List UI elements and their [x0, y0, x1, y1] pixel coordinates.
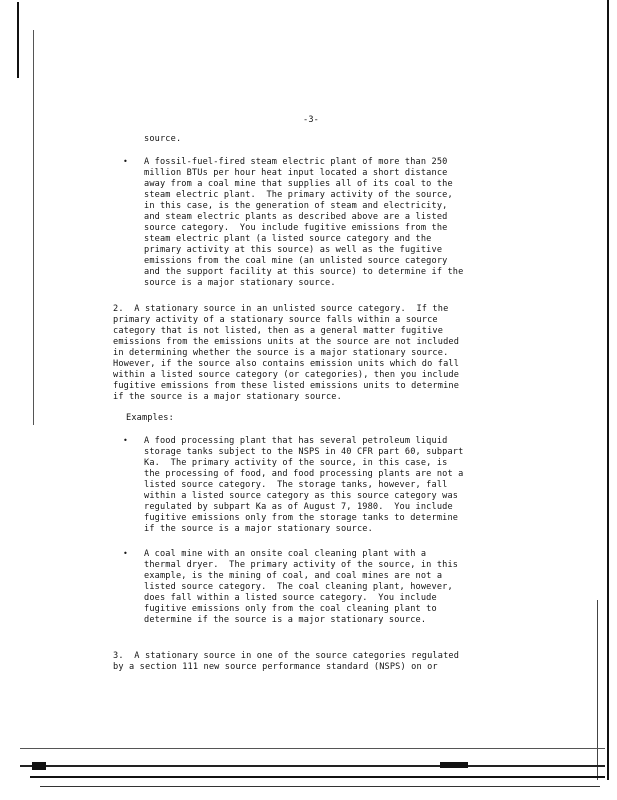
bottom-scan-line-1 [20, 748, 605, 749]
bullet-b1-line-5: listed source category. The storage tanks, however, fall [144, 480, 448, 490]
bullet-a1-line-4: steam electric plant. The primary activity of the source, [144, 190, 453, 200]
section2-line-1: 2. A stationary source in an unlisted source category. If the [113, 304, 449, 314]
bullet-a1-line-3: away from a coal mine that supplies all of its coal to the [144, 179, 453, 189]
bullet-a1-line-1: A fossil-fuel-fired steam electric plant of more than 250 [144, 157, 448, 167]
bullet-a1-line-12: source is a major stationary source. [144, 278, 336, 288]
bullet-b2-line-6: fugitive emissions only from the coal cleaning plant to [144, 604, 437, 614]
section2-line-2: primary activity of a stationary source falls within a source [113, 315, 438, 325]
section2-line-5: in determining whether the source is a major stationary source. [113, 348, 449, 358]
section2-line-9: if the source is a major stationary source. [113, 392, 342, 402]
bullet-b1-line-6: within a listed source category as this source category was [144, 491, 459, 501]
bullet-b1-line-1: A food processing plant that has several petroleum liquid [144, 436, 448, 446]
section2-line-4: emissions from the emissions units at the source are not included [113, 337, 460, 347]
bullet-a1-line-11: and the support facility at this source) to determine if the [144, 267, 464, 277]
bottom-scan-line-3 [30, 776, 605, 778]
bullet-b1-line-3: Ka. The primary activity of the source, in this case, is [144, 458, 448, 468]
bottom-scan-line-2 [20, 765, 605, 767]
section2-line-3: category that is not listed, then as a general matter fugitive [113, 326, 444, 336]
right-scan-bar [607, 0, 609, 780]
bullet-marker: • [123, 549, 128, 558]
bullet-b2-line-2: thermal dryer. The primary activity of the source, in this [144, 560, 459, 570]
bullet-marker: • [123, 436, 128, 445]
bullet-b1-line-9: if the source is a major stationary source. [144, 524, 373, 534]
left-scan-bar [17, 2, 19, 78]
right-scan-bar-inner [597, 600, 598, 780]
section2-line-7: within a listed source category (or categories), then you include [113, 370, 460, 380]
bullet-a1-line-7: source category. You include fugitive emissions from the [144, 223, 448, 233]
intro-line: source. [144, 134, 182, 144]
bullet-b1-line-2: storage tanks subject to the NSPS in 40 CFR part 60, subpart [144, 447, 464, 457]
bullet-a1-line-10: emissions from the coal mine (an unlisted source category [144, 256, 448, 266]
bullet-b2-line-3: example, is the mining of coal, and coal mines are not a [144, 571, 443, 581]
section2-line-8: fugitive emissions from these listed emissions units to determine [113, 381, 460, 391]
section3-line-1: 3. A stationary source in one of the source categories regulated [113, 651, 460, 661]
bullet-a1-line-6: and steam electric plants as described above are a listed [144, 212, 448, 222]
examples-label: Examples: [126, 413, 174, 423]
bullet-a1-line-5: in this case, is the generation of steam and electricity, [144, 201, 448, 211]
bullet-b1-line-4: the processing of food, and food processing plants are not a [144, 469, 464, 479]
section3-line-2: by a section 111 new source performance standard (NSPS) on or [113, 662, 438, 672]
bullet-b2-line-5: does fall within a listed source category. You include [144, 593, 437, 603]
bullet-b1-line-8: fugitive emissions only from the storage tanks to determine [144, 513, 459, 523]
bottom-scan-line-4 [40, 786, 600, 787]
bullet-b2-line-7: determine if the source is a major stationary source. [144, 615, 427, 625]
bottom-left-mark [32, 762, 46, 770]
left-scan-bar-lower [33, 30, 34, 425]
bottom-right-mark [440, 762, 468, 768]
bullet-a1-line-8: steam electric plant (a listed source category and the [144, 234, 432, 244]
bullet-marker: • [123, 157, 128, 166]
bullet-b2-line-4: listed source category. The coal cleaning plant, however, [144, 582, 453, 592]
bullet-b2-line-1: A coal mine with an onsite coal cleaning plant with a [144, 549, 427, 559]
page-number: -3- [303, 115, 319, 125]
section2-line-6: However, if the source also contains emission units which do fall [113, 359, 460, 369]
bullet-a1-line-9: primary activity at this source) as well as the fugitive [144, 245, 443, 255]
bullet-b1-line-7: regulated by subpart Ka as of August 7, 1980. You include [144, 502, 453, 512]
bullet-a1-line-2: million BTUs per hour heat input located a short distance [144, 168, 448, 178]
